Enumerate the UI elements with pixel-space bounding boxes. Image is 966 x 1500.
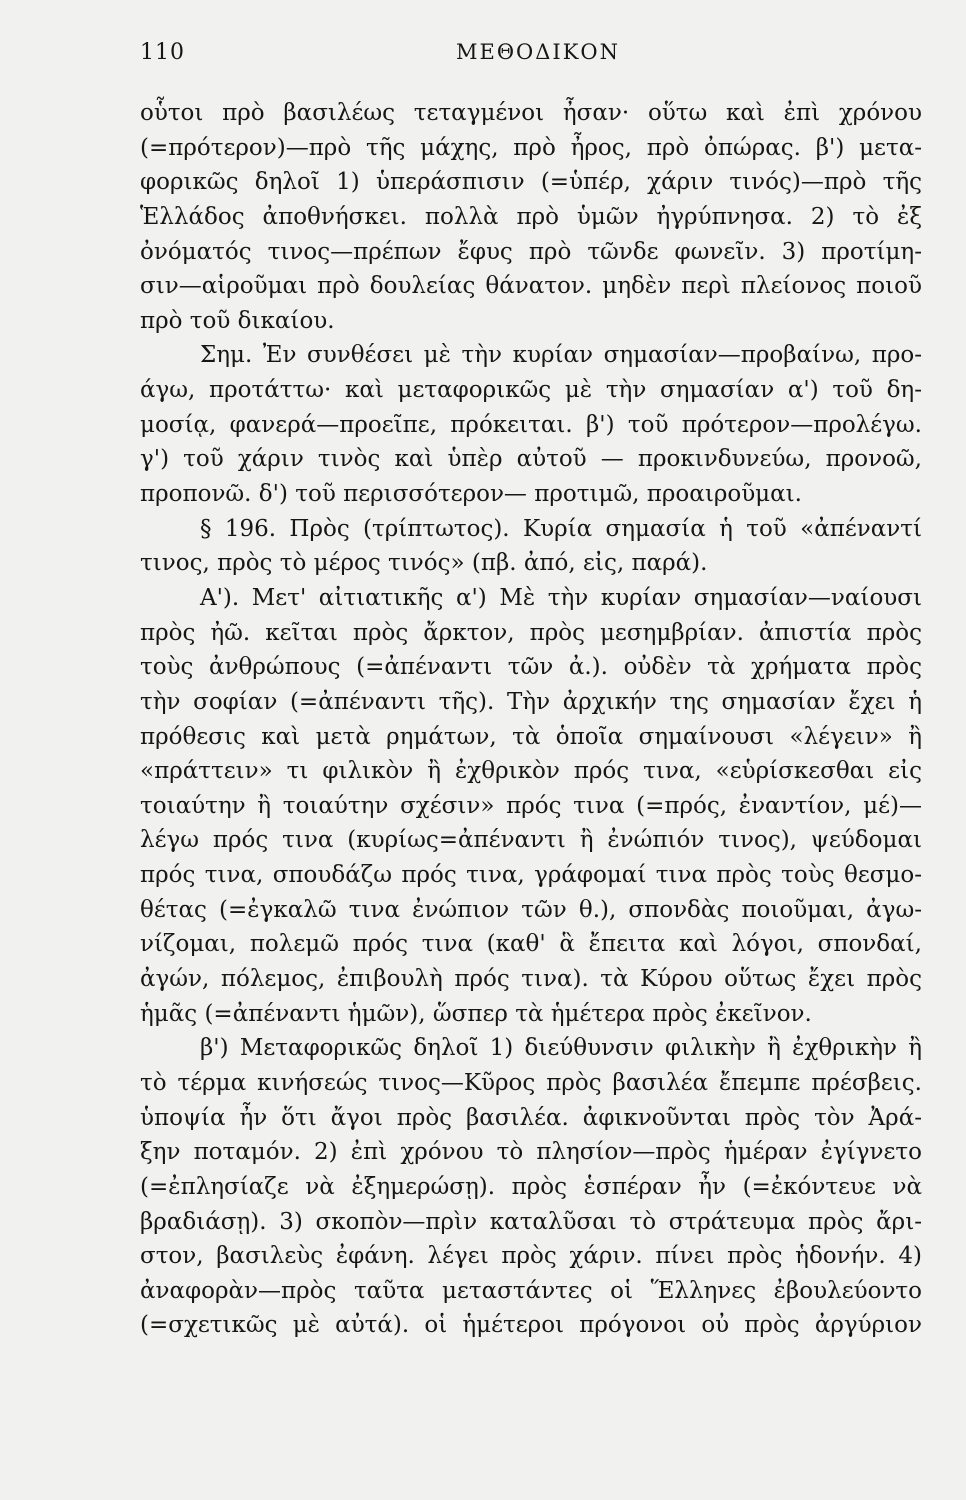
text-line: Α'). Μετ' αἰτιατικῆς α') Μὲ τὴν κυρίαν σημασίαν—ναίουσι <box>200 584 922 611</box>
text-line: λέγω πρός τινα (κυρίως=ἀπέναντι ἢ ἐνώπιόν τινος), ψεύδομαι <box>140 827 922 854</box>
text-line: ὑποψία ἦν ὅτι ἄγοι πρὸς βασιλέα. ἀφικνοῦνται πρὸς τὸν Ἀρά- <box>140 1104 922 1131</box>
text-line: τοιαύτην ἢ τοιαύτην σχέσιν» πρός τινα (=πρός, ἐναντίον, μέ)— <box>140 792 922 819</box>
text-line: ξην ποταμόν. 2) ἐπὶ χρόνου τὸ πλησίον—πρὸς ἡμέραν ἐγίγνετο <box>140 1139 922 1166</box>
text-line: σιν—αἱροῦμαι πρὸ δουλείας θάνατον. μηδὲν περὶ πλείονος ποιοῦ <box>140 273 922 300</box>
text-line: ἀναφορὰν—πρὸς ταῦτα μεταστάντες οἱ Ἕλληνες ἐβουλεύοντο <box>140 1277 922 1304</box>
text-line: φορικῶς δηλοῖ 1) ὑπεράσπισιν (=ὑπέρ, χάριν τινός)—πρὸ τῆς <box>140 169 922 196</box>
text-line: ἡμᾶς (=ἀπέναντι ἡμῶν), ὥσπερ τὰ ἡμέτερα πρὸς ἐκεῖνον. <box>140 1000 812 1027</box>
text-line: τὴν σοφίαν (=ἀπέναντι τῆς). Τὴν ἀρχικήν της σημασίαν ἔχει ἡ <box>140 688 922 715</box>
running-head: ΜΕΘΟΔΙΚΟΝ <box>456 40 621 64</box>
page-number: 110 <box>140 40 185 65</box>
text-line: (=σχετικῶς μὲ αὐτά). οἱ ἡμέτεροι πρόγονοι οὐ πρὸς ἀργύριον <box>140 1312 922 1339</box>
text-line: «πράττειν» τι φιλικὸν ἢ ἐχθρικὸν πρός τινα, «εὑρίσκεσθαι εἰς <box>140 758 922 785</box>
text-line: μοσίᾳ, φανερά—προεῖπε, πρόκειται. β') τοῦ πρότερον—προλέγω. <box>140 411 922 438</box>
text-line: τινος, πρὸς τὸ μέρος τινός» (πβ. ἀπό, εἰς, παρά). <box>140 550 708 577</box>
text-line: ἀγών, πόλεμος, ἐπιβουλὴ πρός τινα). τὰ Κύρου οὕτως ἔχει πρὸς <box>140 966 922 993</box>
page-header <box>0 40 966 76</box>
text-line: Σημ. Ἐν συνθέσει μὲ τὴν κυρίαν σημασίαν—προβαίνω, προ- <box>200 342 922 369</box>
text-line: (=ἐπλησίαζε νὰ ἐξημερώσῃ). πρὸς ἑσπέραν ἦν (=ἐκόντευε νὰ <box>140 1173 922 1200</box>
body-text <box>140 96 922 1343</box>
text-line: πρός τινα, σπουδάζω πρός τινα, γράφομαί τινα πρὸς τοὺς θεσμο- <box>140 862 922 889</box>
text-line: πρὸ τοῦ δικαίου. <box>140 307 335 334</box>
text-line: άγω, προτάττω· καὶ μεταφορικῶς μὲ τὴν σημασίαν α') τοῦ δη- <box>140 377 922 404</box>
text-line: στον, βασιλεὺς ἐφάνη. λέγει πρὸς χάριν. πίνει πρὸς ἡδονήν. 4) <box>140 1243 922 1270</box>
text-line: βραδιάσῃ). 3) σκοπὸν—πρὶν καταλῦσαι τὸ στράτευμα πρὸς ἄρι- <box>140 1208 922 1235</box>
text-line: πρόθεσις καὶ μετὰ ρημάτων, τὰ ὁποῖα σημαίνουσι «λέγειν» ἢ <box>140 723 922 750</box>
text-line: (=πρότερον)—πρὸ τῆς μάχης, πρὸ ἦρος, πρὸ ὀπώρας. β') μετα- <box>140 134 922 161</box>
text-line: θέτας (=ἐγκαλῶ τινα ἐνώπιον τῶν θ.), σπονδὰς ποιοῦμαι, ἀγω- <box>140 896 922 923</box>
text-line: πρὸς ἠῶ. κεῖται πρὸς ἄρκτον, πρὸς μεσημβρίαν. ἀπιστία πρὸς <box>140 619 922 646</box>
text-line: οὗτοι πρὸ βασιλέως τεταγμένοι ἦσαν· οὕτω καὶ ἐπὶ χρόνου <box>140 100 922 126</box>
text-line: Ἑλλάδος ἀποθνήσκει. πολλὰ πρὸ ὑμῶν ἠγρύπνησα. 2) τὸ ἐξ <box>140 203 922 230</box>
text-line: προπονῶ. δ') τοῦ περισσότερον— προτιμῶ, προαιροῦμαι. <box>140 481 802 508</box>
text-line: τοὺς ἀνθρώπους (=ἀπέναντι τῶν ἀ.). οὐδὲν τὰ χρήματα πρὸς <box>140 654 922 681</box>
text-line: β') Μεταφορικῶς δηλοῖ 1) διεύθυνσιν φιλικὴν ἢ ἐχθρικὴν ἢ <box>200 1035 922 1062</box>
text-line: νίζομαι, πολεμῶ πρός τινα (καθ' ἃ ἔπειτα καὶ λόγοι, σπονδαί, <box>140 931 922 958</box>
text-line: ὀνόματός τινος—πρέπων ἔφυς πρὸ τῶνδε φωνεῖν. 3) προτίμη- <box>140 238 922 265</box>
text-line: γ') τοῦ χάριν τινὸς καὶ ὑπὲρ αὐτοῦ — προκινδυνεύω, προνοῶ, <box>140 446 922 473</box>
text-line: § 196. Πρὸς (τρίπτωτος). Κυρία σημασία ἡ τοῦ «ἀπέναντί <box>200 515 922 542</box>
text-line: τὸ τέρμα κινήσεώς τινος—Κῦρος πρὸς βασιλέα ἔπεμπε πρέσβεις. <box>140 1069 922 1096</box>
